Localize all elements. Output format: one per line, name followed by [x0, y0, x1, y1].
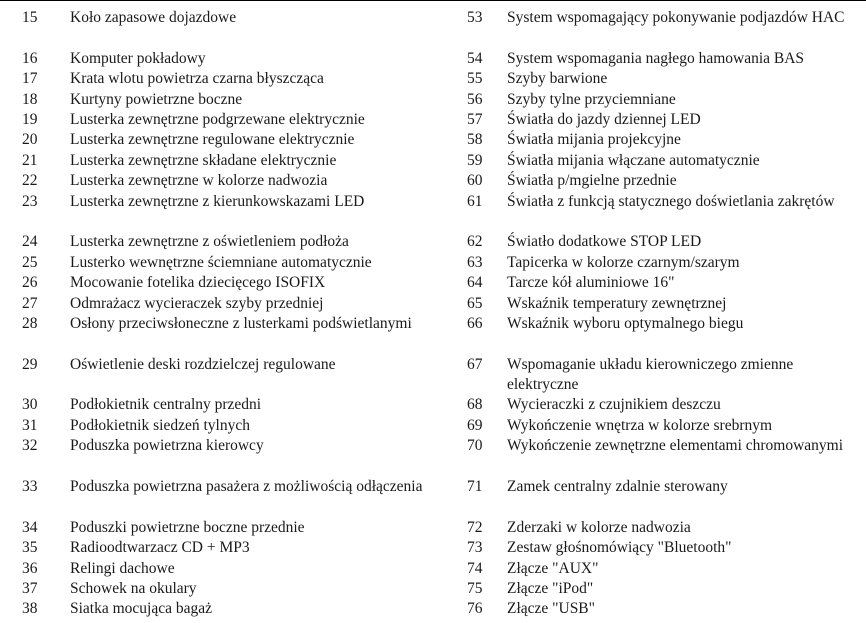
item-label: System wspomagania nagłego hamowania BAS — [507, 49, 805, 67]
item-number: 60 — [467, 172, 483, 190]
item-label: Wykończenie wnętrza w kolorze srebrnym — [507, 416, 773, 434]
item-label: Krata wlotu powietrza czarna błyszcząca — [70, 70, 324, 88]
item-number: 58 — [467, 131, 483, 149]
item-number: 76 — [467, 600, 483, 618]
list-item — [467, 355, 866, 396]
item-label: Mocowanie fotelika dziecięcego ISOFIX — [70, 274, 326, 292]
list-item — [22, 232, 432, 252]
item-number: 72 — [467, 518, 483, 536]
item-label: Osłony przeciwsłoneczne z lusterkami podświetlanymi — [70, 314, 412, 332]
item-number: 15 — [22, 9, 38, 26]
item-label: Radioodtwarzacz CD + MP3 — [70, 539, 250, 557]
item-label: Wskaźnik temperatury zewnętrznej — [507, 294, 727, 312]
item-label: Zamek centralny zdalnie sterowany — [507, 478, 728, 496]
list-item — [467, 314, 866, 355]
right-equipment-column — [467, 8, 866, 620]
item-number: 20 — [22, 131, 38, 149]
list-item — [467, 130, 866, 150]
item-label: Złącze "USB" — [507, 600, 595, 618]
item-number: 18 — [22, 90, 38, 108]
item-number: 68 — [467, 396, 483, 414]
item-number: 24 — [22, 233, 38, 251]
item-label: Szyby barwione — [507, 70, 608, 88]
item-number: 59 — [467, 151, 483, 169]
item-number: 33 — [22, 478, 38, 496]
item-number: 36 — [22, 559, 38, 577]
item-number: 65 — [467, 294, 483, 312]
list-item — [467, 8, 866, 49]
item-number: 75 — [467, 580, 483, 598]
item-label: Lusterka zewnętrzne z kierunkowskazami LED — [70, 192, 365, 210]
list-item — [22, 90, 432, 110]
list-item — [467, 538, 866, 558]
list-item — [467, 579, 866, 599]
item-number: 71 — [467, 478, 483, 496]
item-label: Lusterka zewnętrzne regulowane elektrycznie — [70, 131, 355, 149]
item-label: Poduszka powietrzna kierowcy — [70, 437, 264, 455]
item-number: 63 — [467, 253, 483, 271]
item-label: Lusterko wewnętrzne ściemniane automatycznie — [70, 253, 372, 271]
item-number: 61 — [467, 192, 483, 210]
list-item — [467, 232, 866, 252]
item-number: 29 — [22, 355, 38, 373]
item-label: Wskaźnik wyboru optymalnego biegu — [507, 314, 744, 332]
item-number: 21 — [22, 151, 38, 169]
list-item — [467, 518, 866, 538]
item-label: Wspomaganie układu kierowniczego zmienne elektryczne — [507, 355, 794, 394]
list-item — [22, 559, 432, 579]
list-item — [467, 416, 866, 436]
item-number: 34 — [22, 518, 38, 536]
item-label: Oświetlenie deski rozdzielczej regulowane — [70, 355, 336, 373]
item-number: 56 — [467, 90, 483, 108]
list-item — [467, 192, 866, 233]
item-number: 70 — [467, 437, 483, 455]
list-item — [22, 110, 432, 130]
item-label: Lusterka zewnętrzne składane elektrycznie — [70, 151, 337, 169]
item-number: 30 — [22, 396, 38, 414]
list-item — [22, 171, 432, 191]
item-label: Światła z funkcją statycznego doświetlania zakrętów — [507, 192, 835, 210]
list-item — [22, 416, 432, 436]
item-label: Siatka mocująca bagaż — [70, 600, 213, 618]
item-number: 19 — [22, 110, 38, 128]
item-label: Komputer pokładowy — [70, 49, 206, 67]
item-label: Wykończenie zewnętrzne elementami chromowanymi — [507, 437, 844, 455]
item-label: Schowek na okulary — [70, 580, 197, 598]
left-equipment-column — [22, 8, 432, 620]
item-number: 23 — [22, 192, 38, 210]
item-number: 37 — [22, 580, 38, 598]
list-item — [467, 253, 866, 273]
item-number: 54 — [467, 49, 483, 67]
item-number: 25 — [22, 253, 38, 271]
item-label: Światła p/mgielne przednie — [507, 172, 677, 190]
item-number: 26 — [22, 274, 38, 292]
item-label: Złącze "AUX" — [507, 559, 599, 577]
list-item — [467, 559, 866, 579]
list-item — [467, 171, 866, 191]
item-number: 31 — [22, 416, 38, 434]
item-number: 62 — [467, 233, 483, 251]
list-item — [22, 355, 432, 396]
item-label: Zderzaki w kolorze nadwozia — [507, 518, 691, 536]
item-number: 55 — [467, 70, 483, 88]
item-label: Lusterka zewnętrzne w kolorze nadwozia — [70, 172, 328, 190]
item-number: 38 — [22, 600, 38, 618]
item-number: 66 — [467, 314, 483, 332]
list-item — [22, 395, 432, 415]
item-label: Światło dodatkowe STOP LED — [507, 233, 702, 251]
item-number: 74 — [467, 559, 483, 577]
item-number: 57 — [467, 110, 483, 128]
list-item — [467, 49, 866, 69]
list-item — [467, 294, 866, 314]
item-number: 27 — [22, 294, 38, 312]
list-item — [22, 8, 432, 49]
item-number: 73 — [467, 539, 483, 557]
list-item — [467, 110, 866, 130]
item-number: 35 — [22, 539, 38, 557]
list-item — [22, 477, 432, 518]
item-number: 22 — [22, 172, 38, 190]
list-item — [467, 90, 866, 110]
item-number: 69 — [467, 416, 483, 434]
item-number: 67 — [467, 355, 483, 373]
list-item — [22, 518, 432, 538]
list-item — [22, 538, 432, 558]
item-label: Lusterka zewnętrzne z oświetleniem podłoża — [70, 233, 349, 251]
list-item — [22, 294, 432, 314]
item-label: Wycieraczki z czujnikiem deszczu — [507, 396, 721, 414]
list-item — [22, 599, 432, 619]
list-item — [467, 69, 866, 89]
item-number: 28 — [22, 314, 38, 332]
list-item — [22, 130, 432, 150]
list-item — [22, 49, 432, 69]
item-label: Tarcze kół aluminiowe 16" — [507, 274, 675, 292]
item-number: 64 — [467, 274, 483, 292]
list-item — [467, 395, 866, 415]
item-number: 32 — [22, 437, 38, 455]
list-item — [22, 253, 432, 273]
item-label: Szyby tylne przyciemniane — [507, 90, 676, 108]
item-number: 53 — [467, 9, 483, 26]
list-item — [22, 69, 432, 89]
list-item — [22, 579, 432, 599]
item-label: Koło zapasowe dojazdowe — [70, 9, 237, 26]
item-label: Światła do jazdy dziennej LED — [507, 110, 701, 128]
item-label: Poduszki powietrzne boczne przednie — [70, 518, 305, 536]
list-item — [467, 273, 866, 293]
item-label: Złącze "iPod" — [507, 580, 594, 598]
item-label: Odmrażacz wycieraczek szyby przedniej — [70, 294, 324, 312]
item-label: Podłokietnik siedzeń tylnych — [70, 416, 250, 434]
list-item — [467, 599, 866, 619]
list-item — [22, 273, 432, 293]
item-label: Poduszka powietrzna pasażera z możliwością odłączenia — [70, 478, 423, 496]
list-item — [467, 477, 866, 518]
list-item — [22, 151, 432, 171]
list-item — [467, 436, 866, 477]
list-item — [467, 151, 866, 171]
item-label: Tapicerka w kolorze czarnym/szarym — [507, 253, 740, 271]
item-label: Podłokietnik centralny przedni — [70, 396, 262, 414]
item-label: Zestaw głośnomówiący "Bluetooth" — [507, 539, 732, 557]
item-label: Światła mijania projekcyjne — [507, 131, 681, 149]
item-label: Relingi dachowe — [70, 559, 175, 577]
top-rule — [0, 0, 866, 1]
item-number: 17 — [22, 70, 38, 88]
list-item — [22, 436, 432, 477]
list-item — [22, 314, 432, 355]
item-label: System wspomagający pokonywanie podjazdów HAC — [507, 9, 845, 26]
item-number: 16 — [22, 49, 38, 67]
item-label: Lusterka zewnętrzne podgrzewane elektrycznie — [70, 110, 365, 128]
list-item — [22, 192, 432, 233]
item-label: Kurtyny powietrzne boczne — [70, 90, 243, 108]
item-label: Światła mijania włączane automatycznie — [507, 151, 760, 169]
